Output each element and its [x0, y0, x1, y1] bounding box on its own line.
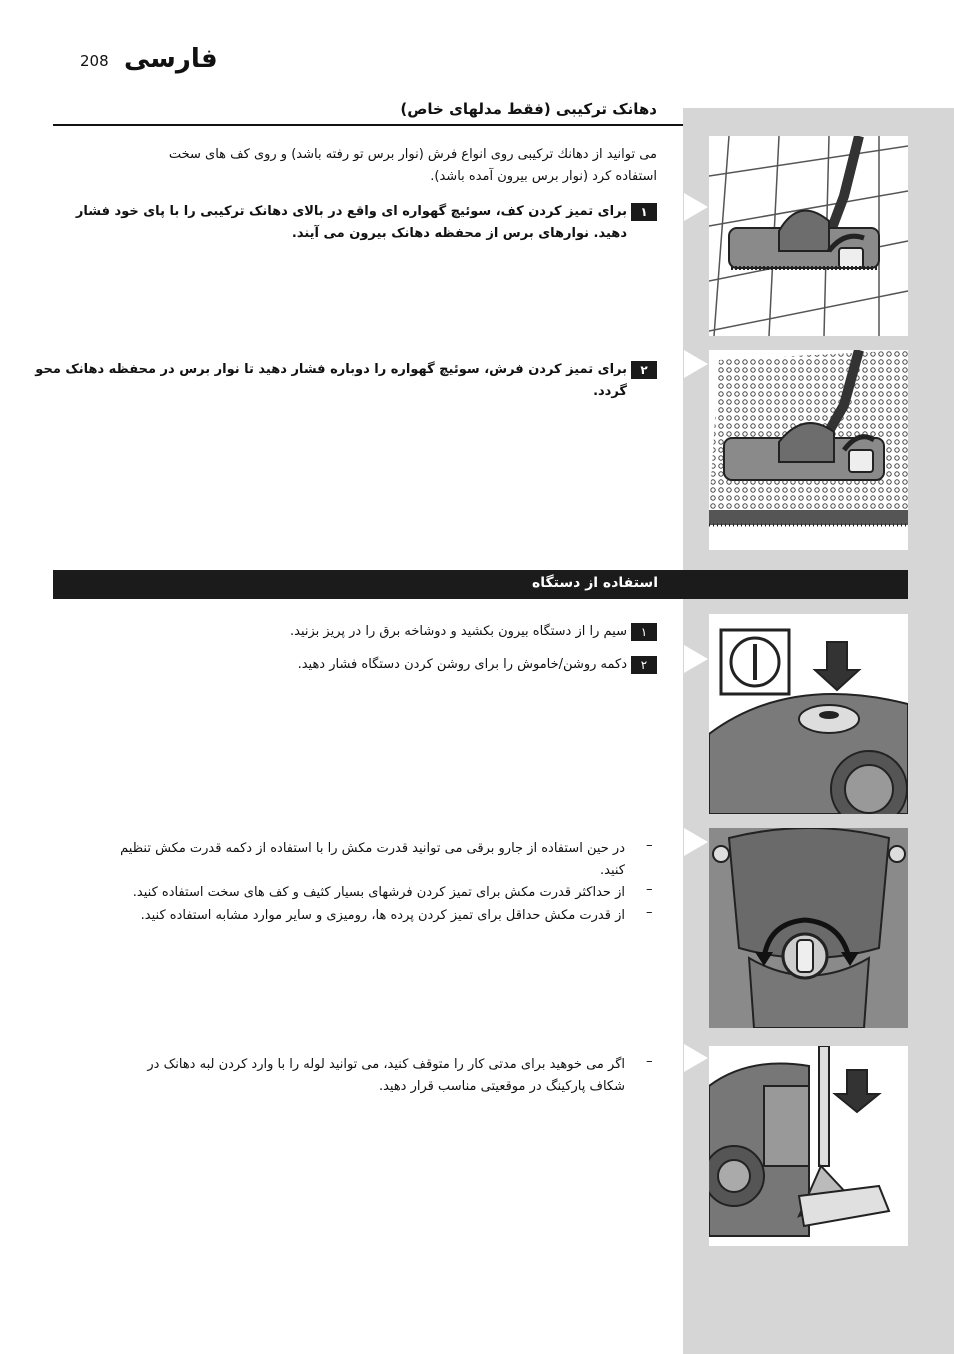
nozzle-step-1: ۱برای تمیز کردن کف، سوئیچ گهواره ای واقع در بالای دهانک ترکیبی را با پای خود فشار دهید. نوارهای برس از محفظه دهانک بیرون می آیند. [37, 201, 657, 245]
triangle-pointer-icon [684, 350, 708, 378]
section-title-nozzle: دهانک ترکیبی (فقط مدلهای خاص) [400, 100, 657, 118]
language-heading: فارسی [124, 44, 218, 74]
usage-step-1: ۱سیم را از دستگاه بیرون بکشید و دوشاخه برق را در پریز بزنید. [37, 621, 657, 643]
triangle-pointer-icon [684, 828, 708, 856]
section-bar [53, 570, 908, 599]
triangle-pointer-icon [684, 645, 708, 673]
section-title-usage: استفاده از دستگاه [532, 575, 658, 591]
bullet-dash: – [646, 882, 653, 897]
triangle-pointer-icon [684, 193, 708, 221]
parking-slot-illustration [709, 1046, 908, 1246]
power-button-illustration [709, 614, 908, 814]
nozzle-hard-floor-illustration [709, 136, 908, 336]
usage-bullet-2: از حداکثر قدرت مکش برای تمیز کردن فرشهای بسیار کثیف و کف های سخت استفاده کنید. [132, 885, 625, 900]
nozzle-step-2: ۲برای تمیز کردن فرش، سوئیچ گهواره را دوباره فشار دهید تا نوار برس در محفظه دهانک محو گردد. [17, 359, 657, 403]
intro-paragraph: می توانید از دهانك تركيبی روی انواع فرش (نوار برس تو رفته باشد) و روی كف های سخت استفاده كرد (نوار برس بیرون آمده باشد). [168, 147, 657, 184]
step-number: ۱ [631, 623, 657, 641]
usage-step-2: ۲دکمه روشن/خاموش را برای روشن کردن دستگاه فشار دهید. [37, 654, 657, 676]
bullet-dash: – [646, 1054, 653, 1069]
bullet-dash: – [646, 905, 653, 920]
step-number: ۲ [631, 361, 657, 379]
nozzle-carpet-illustration [709, 350, 908, 550]
step-number: ۱ [631, 203, 657, 221]
title-divider [53, 124, 683, 126]
bullet-dash: – [646, 838, 653, 853]
usage-bullet-1: در حین استفاده از جارو برقی می توانید قدرت مکش را با استفاده از دکمه قدرت مکش تنظیم کنید. [120, 841, 625, 878]
suction-dial-illustration [709, 828, 908, 1028]
usage-bullet-4: اگر می خوهید برای مدتی کار را متوقف کنید، می توانید لوله را با وارد کردن لبه دهانک در شکاف پارکینگ در موقعیتی مناسب قرار دهید. [147, 1057, 625, 1094]
usage-bullet-3: از قدرت مکش حداقل برای تمیز کردن پرده ها، رومیزی و سایر موارد مشابه استفاده کنید. [140, 908, 625, 923]
triangle-pointer-icon [684, 1044, 708, 1072]
page-number: 208 [80, 52, 109, 70]
step-number: ۲ [631, 656, 657, 674]
